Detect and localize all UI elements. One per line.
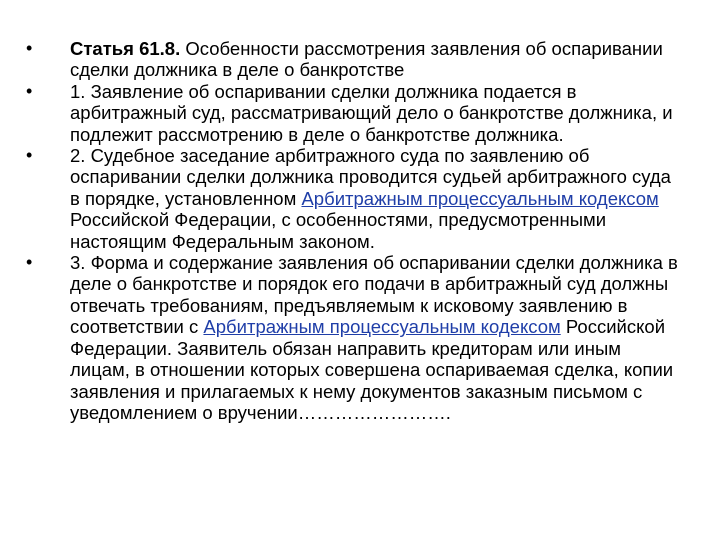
bullet-dot: • [26, 145, 33, 166]
article-title-text: Особенности рассмотрения заявления об оспаривании сделки должника в деле о банкротстве [70, 38, 663, 81]
clause-1-text: 1. Заявление об оспаривании сделки должника подается в арбитражный суд, рассматривающий дело о банкротстве должника, и подлежит рассмотрению в деле о банкротстве должника. [70, 80, 673, 145]
article-number: Статья 61.8. [70, 38, 181, 59]
clause-3-text-before: 3. Форма и содержание заявления об оспаривании сделки должника в деле о банкротстве и порядок его подачи в арбитражный суд должны отвечать требованиям, предъявляемым к исковому заявлению в соответствии с [70, 252, 678, 338]
arbitration-code-link[interactable]: Арбитражным процессуальным кодексом [203, 316, 561, 338]
bullet-item-clause-1 [24, 81, 684, 145]
arbitration-code-link[interactable]: Арбитражным процессуальным кодексом [301, 187, 659, 209]
clause-2-text-after: Российской Федерации, с особенностями, предусмотренными настоящим Федеральным законом. [70, 209, 607, 252]
bullet-item-clause-3 [24, 252, 684, 423]
clause-3-text-after: Российской Федерации. Заявитель обязан направить кредиторам или иным лицам, в отношении которых совершена оспариваемая сделка, копии заявления и прилагаемых к нему документов заказным письмом с уведомлением о вручении……………………. [70, 316, 674, 423]
bullet-item-clause-2 [24, 145, 684, 252]
bullet-item-article-title [24, 38, 684, 81]
bullet-dot: • [26, 38, 33, 58]
bullet-dot: • [26, 80, 33, 101]
bullet-dot: • [26, 252, 33, 273]
bullet-list [24, 38, 684, 423]
clause-2-text-before: 2. Судебное заседание арбитражного суда по заявлению об оспаривании сделки должника проводится судьей арбитражного суда в порядке, установленном [70, 145, 671, 209]
